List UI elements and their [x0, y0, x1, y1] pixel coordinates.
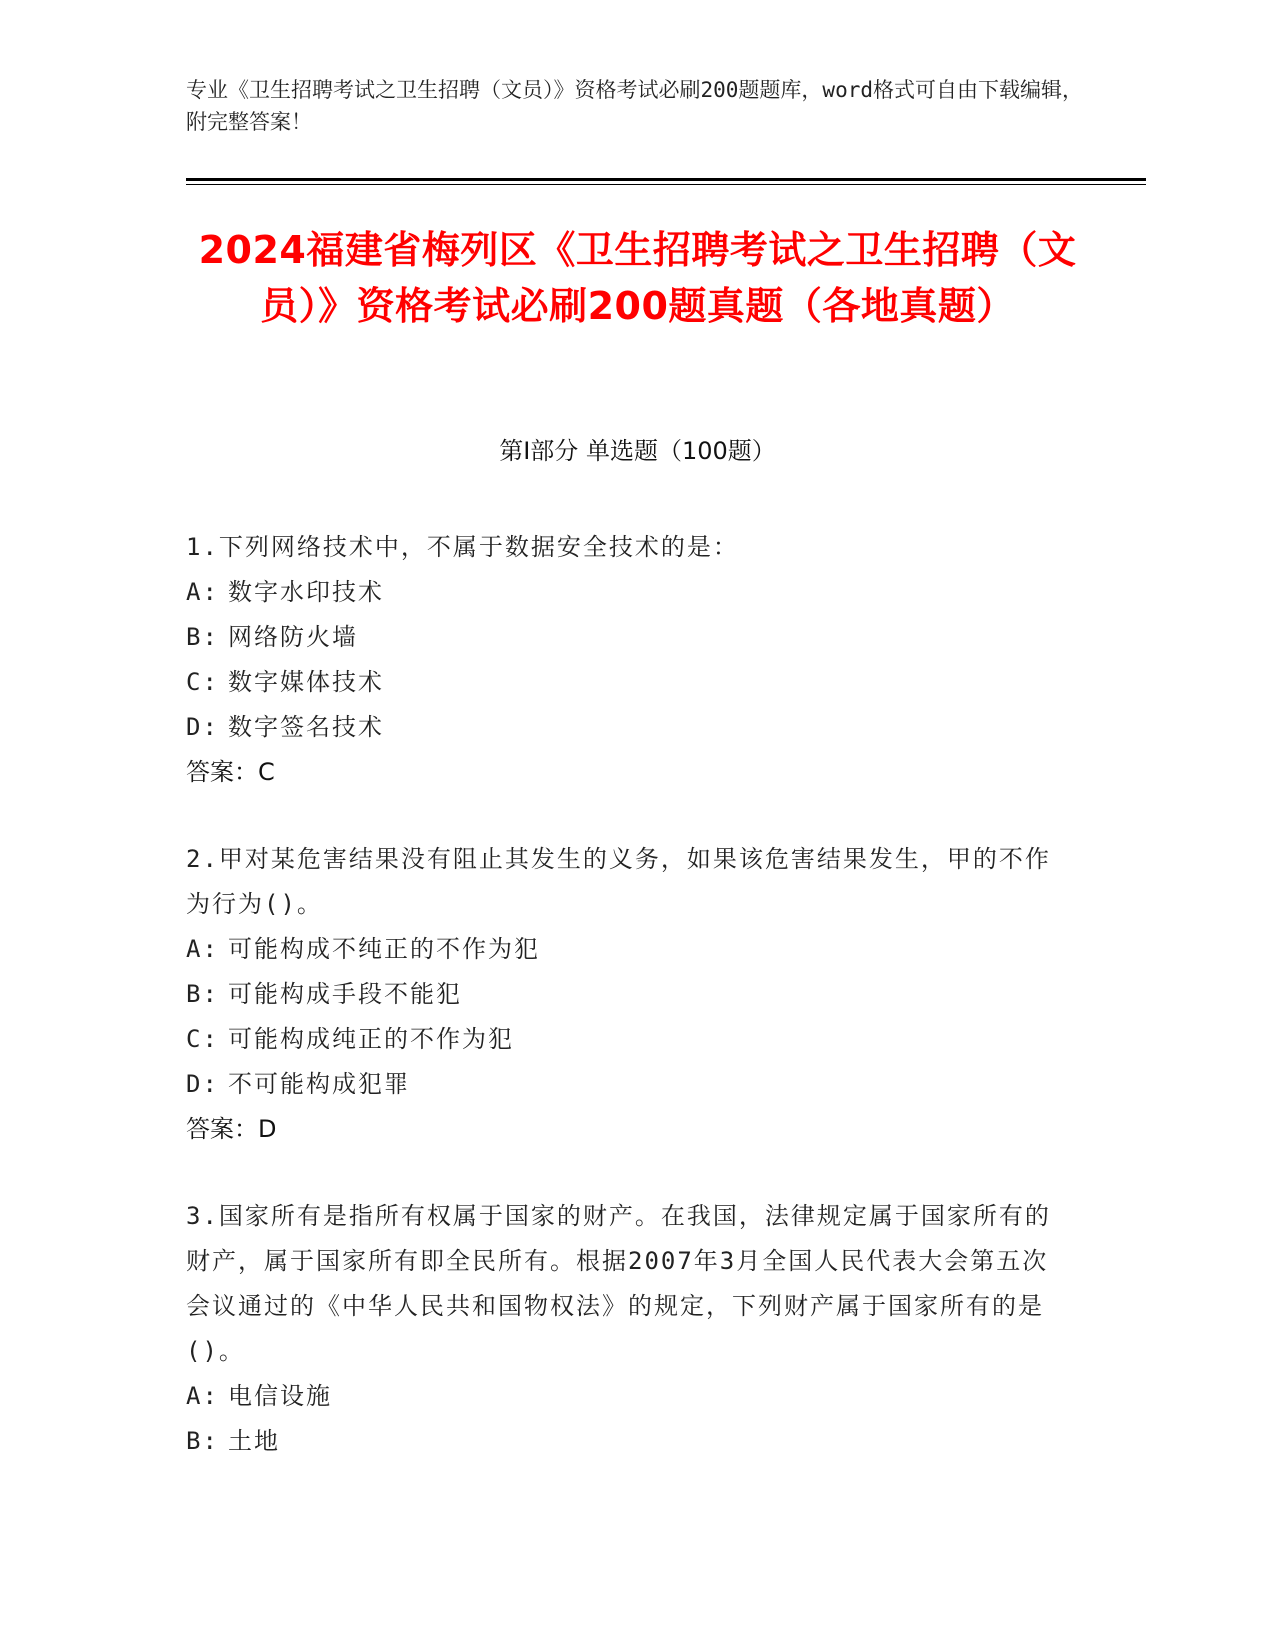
- option-text: 土地: [228, 1427, 280, 1455]
- option-text: 可能构成纯正的不作为犯: [228, 1025, 514, 1053]
- option-text: 网络防火墙: [228, 623, 358, 651]
- option-letter: C:: [186, 1025, 219, 1053]
- option-d: [186, 705, 1066, 750]
- option-a: [186, 1374, 1066, 1419]
- answer-value: D: [258, 1115, 277, 1143]
- option-text: 可能构成手段不能犯: [228, 980, 462, 1008]
- question-3: [186, 1194, 1066, 1464]
- header-note: 专业《卫生招聘考试之卫生招聘（文员）》资格考试必刷200题题库，word格式可自由下载编辑，附完整答案！: [186, 78, 1083, 134]
- answer-line: [186, 750, 1066, 795]
- option-letter: A:: [186, 578, 219, 606]
- option-letter: C:: [186, 668, 219, 696]
- header-rule-thin: [186, 184, 1146, 185]
- answer-label: 答案：: [186, 758, 258, 786]
- section-title: 第I部分 单选题（100题）: [499, 437, 776, 465]
- question-stem: 3.国家所有是指所有权属于国家的财产。在我国，法律规定属于国家所有的财产，属于国家所有即全民所有。根据2007年3月全国人民代表大会第五次会议通过的《中华人民共和国物权法》的规定，下列财产属于国家所有的是()。: [186, 1202, 1051, 1365]
- answer-value: C: [258, 758, 275, 786]
- question-1: [186, 525, 1066, 795]
- option-text: 电信设施: [228, 1382, 332, 1410]
- question-stem: 2.甲对某危害结果没有阻止其发生的义务，如果该危害结果发生，甲的不作为行为()。: [186, 845, 1051, 918]
- header-rule-thick: [186, 178, 1146, 181]
- option-text: 可能构成不纯正的不作为犯: [228, 935, 540, 963]
- option-c: [186, 660, 1066, 705]
- document-title: 2024福建省梅列区《卫生招聘考试之卫生招聘（文员）》资格考试必刷200题真题（各地真题）: [198, 228, 1077, 328]
- question-stem: 1.下列网络技术中，不属于数据安全技术的是：: [186, 533, 739, 561]
- option-c: [186, 1017, 1066, 1062]
- option-letter: A:: [186, 1382, 219, 1410]
- option-text: 数字媒体技术: [228, 668, 384, 696]
- option-a: [186, 570, 1066, 615]
- option-letter: B:: [186, 1427, 219, 1455]
- option-text: 数字签名技术: [228, 713, 384, 741]
- option-letter: D:: [186, 713, 219, 741]
- option-b: [186, 972, 1066, 1017]
- option-b: [186, 1419, 1066, 1464]
- option-text: 不可能构成犯罪: [228, 1070, 410, 1098]
- option-letter: B:: [186, 623, 219, 651]
- answer-line: [186, 1107, 1066, 1152]
- option-text: 数字水印技术: [228, 578, 384, 606]
- option-letter: B:: [186, 980, 219, 1008]
- option-letter: D:: [186, 1070, 219, 1098]
- option-letter: A:: [186, 935, 219, 963]
- question-2: [186, 837, 1066, 1152]
- option-d: [186, 1062, 1066, 1107]
- question-list: [186, 525, 1066, 1506]
- answer-label: 答案：: [186, 1115, 258, 1143]
- option-b: [186, 615, 1066, 660]
- option-a: [186, 927, 1066, 972]
